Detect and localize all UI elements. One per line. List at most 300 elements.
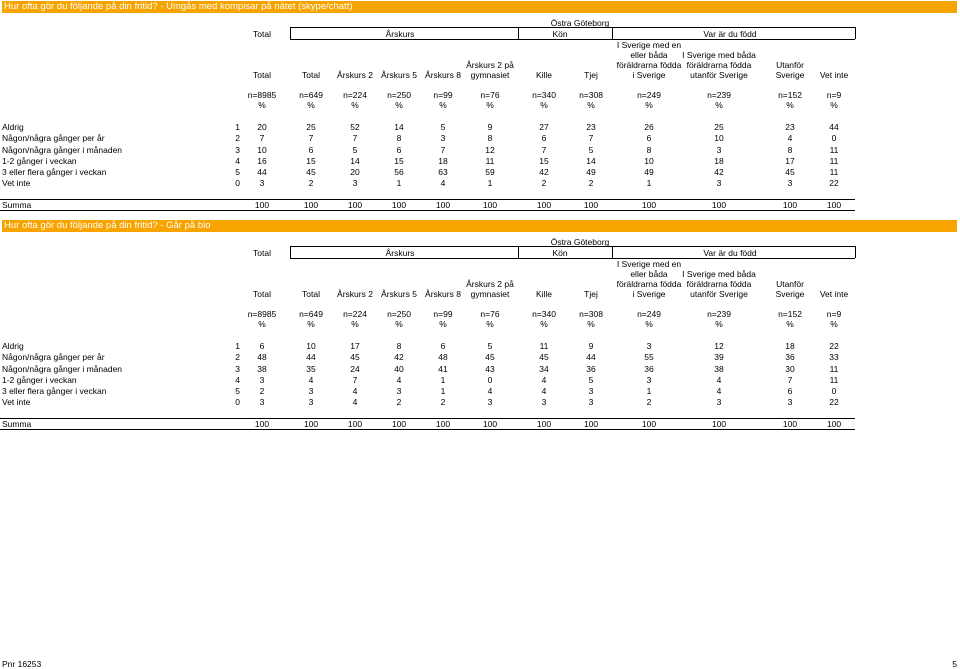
table-cell: 6 [440,341,446,351]
table-cell: 45 [306,167,316,177]
table-cell: 40 [394,364,404,374]
table-cell: 44 [257,167,267,177]
row-label: Vet inte [2,397,31,407]
summa-cell: 100 [435,200,451,210]
table-cell: 6 [646,133,652,143]
header-kon: Kön [552,29,568,39]
table-cell: 2 [541,178,547,188]
table-cell: 11 [485,156,495,166]
table-cell: 3 [308,397,314,407]
table-cell: 3 [716,397,722,407]
table-cell: 3 [396,386,402,396]
table-cell: 2 [646,397,652,407]
column-header-label: I Sverige med en [616,259,682,269]
header-divider [518,246,519,258]
table-cell: 45 [785,167,795,177]
table-cell: 2 [259,386,265,396]
table-cell: 20 [257,122,267,132]
summa-cell: 100 [347,200,363,210]
summa-rule [0,210,855,211]
column-header-label: Tjej [584,70,598,80]
table-cell: 8 [396,133,402,143]
column-header-label: Sverige [775,289,805,299]
question-banner: Hur ofta gör du följande på din fritid? - Umgås med kompisar på nätet (skype/chatt) [2,1,957,13]
summa-cell: 100 [711,200,727,210]
table-cell: 0 [831,133,837,143]
row-code: 3 [235,145,240,155]
table-cell: 17 [350,341,360,351]
table-cell: 30 [785,364,795,374]
header-rule [290,258,855,259]
table-cell: 3 [716,145,722,155]
table-cell: 22 [829,178,839,188]
header-divider [518,27,519,39]
table-cell: 10 [306,341,316,351]
column-n: n=152 [778,309,802,319]
table-cell: 0 [487,375,493,385]
column-header-label: utanför Sverige [690,70,748,80]
footer-pnr: Pnr 16253 [2,659,42,669]
table-cell: 11 [829,364,839,374]
column-header-label: Årskurs 2 [337,70,373,80]
table-cell: 22 [829,341,839,351]
table-row [0,352,960,362]
table-cell: 15 [394,156,404,166]
summa-cell: 100 [583,200,599,210]
table-cell: 6 [308,145,314,155]
row-label: Någon/några gånger i månaden [2,364,123,374]
column-header-label: I Sverige med en [616,40,682,50]
column-percent: % [786,100,794,110]
table-cell: 25 [714,122,724,132]
column-n: n=76 [480,309,500,319]
column-n: n=649 [299,309,323,319]
table-cell: 49 [644,167,654,177]
table-cell: 8 [787,145,793,155]
table-cell: 7 [787,375,793,385]
header-kon: Kön [552,248,568,258]
group-title: Östra Göteborg [550,237,610,247]
table-cell: 5 [588,375,594,385]
table-cell: 7 [541,145,547,155]
row-label: Vet inte [2,178,31,188]
table-cell: 63 [438,167,448,177]
column-header-label: Årskurs 5 [381,289,417,299]
column-header-label: gymnasiet [470,70,510,80]
table-cell: 56 [394,167,404,177]
table-cell: 3 [352,178,358,188]
summa-cell: 100 [536,200,552,210]
header-rule [290,39,855,40]
column-header-label: Årskurs 2 [337,289,373,299]
summa-cell: 100 [435,419,451,429]
table-cell: 9 [487,122,493,132]
table-cell: 17 [785,156,795,166]
table-row [0,397,960,407]
table-cell: 24 [350,364,360,374]
header-divider [855,246,856,258]
summa-row [0,419,960,429]
table-cell: 7 [259,133,265,143]
table-cell: 6 [259,341,265,351]
table-cell: 48 [438,352,448,362]
summa-cell: 100 [711,419,727,429]
table-row [0,145,960,155]
column-percent: % [351,319,359,329]
header-var-ar-du-fodd: Var är du född [703,29,757,39]
header-arskurs: Årskurs [385,248,415,258]
header-divider [290,246,291,258]
row-code: 5 [235,167,240,177]
table-cell: 5 [352,145,358,155]
table-cell: 39 [714,352,724,362]
table-cell: 3 [541,397,547,407]
table-cell: 49 [586,167,596,177]
column-n: n=250 [387,309,411,319]
table-row [0,386,960,396]
summa-rule [0,429,855,430]
column-percent: % [307,319,315,329]
table-cell: 23 [785,122,795,132]
column-header-label: utanför Sverige [690,289,748,299]
table-cell: 5 [440,122,446,132]
table-cell: 7 [308,133,314,143]
table-cell: 5 [487,341,493,351]
table-cell: 45 [485,352,495,362]
column-header-label: föräldrarna födda [686,279,752,289]
column-percent: % [587,319,595,329]
table-cell: 3 [259,397,265,407]
header-total: Total [253,248,271,258]
table-cell: 15 [306,156,316,166]
column-header-label: Årskurs 2 på [466,60,514,70]
table-cell: 14 [350,156,360,166]
column-percent: % [540,319,548,329]
column-header-label: föräldrarna födda [616,279,682,289]
table-cell: 44 [306,352,316,362]
table-cell: 15 [539,156,549,166]
row-code: 1 [235,122,240,132]
summa-cell: 100 [641,200,657,210]
table-cell: 10 [714,133,724,143]
column-header-label: Årskurs 8 [425,70,461,80]
header-divider [612,27,613,39]
summa-label: Summa [2,200,32,210]
table-cell: 38 [257,364,267,374]
table-cell: 1 [396,178,402,188]
summa-cell: 100 [782,200,798,210]
row-label: 1-2 gånger i veckan [2,375,77,385]
table-cell: 3 [588,386,594,396]
table-cell: 10 [644,156,654,166]
table-cell: 36 [644,364,654,374]
group-title: Östra Göteborg [550,18,610,28]
row-code: 1 [235,341,240,351]
table-cell: 3 [259,375,265,385]
column-n: n=99 [433,309,453,319]
column-header-label: Kille [535,289,553,299]
table-cell: 44 [829,122,839,132]
table-cell: 4 [716,386,722,396]
header-divider [612,246,613,258]
table-cell: 55 [644,352,654,362]
row-code: 4 [235,156,240,166]
column-header-label: Tjej [584,289,598,299]
table-cell: 7 [588,133,594,143]
column-header-label: Total [253,70,271,80]
crosstab-section [0,219,960,429]
table-cell: 36 [586,364,596,374]
column-n: n=9 [826,309,842,319]
table-cell: 1 [440,375,446,385]
column-n: n=239 [707,309,731,319]
table-cell: 3 [487,397,493,407]
row-label: Någon/några gånger i månaden [2,145,123,155]
row-label: Någon/några gånger per år [2,352,105,362]
table-cell: 10 [257,145,267,155]
table-cell: 3 [787,178,793,188]
table-cell: 4 [541,375,547,385]
header-rule [290,27,855,28]
table-cell: 3 [646,375,652,385]
column-header-label: Sverige [775,70,805,80]
table-cell: 18 [714,156,724,166]
column-n: n=8985 [247,90,277,100]
table-cell: 3 [308,386,314,396]
column-header-label: Total [302,289,320,299]
header-arskurs: Årskurs [385,29,415,39]
column-header-label: I Sverige med båda [682,50,756,60]
column-n: n=239 [707,90,731,100]
column-header-label: Kille [535,70,553,80]
column-n: n=249 [637,309,661,319]
row-label: Någon/några gånger per år [2,133,105,143]
column-percent: % [307,100,315,110]
table-cell: 8 [646,145,652,155]
table-cell: 7 [352,133,358,143]
column-n: n=308 [579,309,603,319]
table-cell: 22 [829,397,839,407]
table-cell: 41 [438,364,448,374]
column-header-label: Årskurs 8 [425,289,461,299]
column-percent: % [645,319,653,329]
column-n: n=99 [433,90,453,100]
summa-cell: 100 [303,200,319,210]
column-header-label: föräldrarna födda [616,60,682,70]
table-cell: 8 [487,133,493,143]
column-percent: % [715,100,723,110]
column-n: n=152 [778,90,802,100]
column-header-label: Årskurs 5 [381,70,417,80]
table-cell: 16 [257,156,267,166]
table-cell: 6 [396,145,402,155]
row-label: Aldrig [2,122,24,132]
table-row [0,178,960,188]
column-percent: % [258,100,266,110]
row-code: 0 [235,397,240,407]
table-cell: 1 [487,178,493,188]
table-cell: 4 [352,386,358,396]
table-cell: 11 [829,375,839,385]
column-header-label: i Sverige [632,70,666,80]
column-percent: % [830,100,838,110]
column-n: n=9 [826,90,842,100]
column-header-label: eller båda [630,269,668,279]
row-label: 3 eller flera gånger i veckan [2,167,107,177]
table-cell: 7 [352,375,358,385]
column-n: n=308 [579,90,603,100]
column-header-label: i Sverige [632,289,666,299]
row-label: 3 eller flera gånger i veckan [2,386,107,396]
table-cell: 4 [352,397,358,407]
column-n: n=8985 [247,309,277,319]
table-cell: 14 [586,156,596,166]
summa-cell: 100 [303,419,319,429]
table-cell: 9 [588,341,594,351]
summa-cell: 100 [536,419,552,429]
column-n: n=250 [387,90,411,100]
column-n: n=224 [343,90,367,100]
table-cell: 2 [396,397,402,407]
summa-label: Summa [2,419,32,429]
row-code: 2 [235,352,240,362]
table-cell: 44 [586,352,596,362]
summa-cell: 100 [482,200,498,210]
column-percent: % [715,319,723,329]
table-cell: 3 [787,397,793,407]
table-row [0,122,960,132]
header-rule [290,246,855,247]
table-cell: 36 [785,352,795,362]
table-cell: 42 [714,167,724,177]
table-row [0,156,960,166]
column-percent: % [486,319,494,329]
table-cell: 11 [829,156,839,166]
table-cell: 7 [440,145,446,155]
table-cell: 23 [586,122,596,132]
summa-cell: 100 [583,419,599,429]
table-cell: 18 [438,156,448,166]
table-cell: 4 [308,375,314,385]
table-cell: 6 [541,133,547,143]
table-cell: 3 [588,397,594,407]
column-header-label: Utanför [776,60,804,70]
column-percent: % [486,100,494,110]
table-cell: 18 [785,341,795,351]
column-percent: % [645,100,653,110]
table-cell: 11 [829,145,839,155]
footer-page-number: 5 [952,659,957,669]
column-header-label: Utanför [776,279,804,289]
row-code: 4 [235,375,240,385]
column-percent: % [395,100,403,110]
column-header-label: Vet inte [819,289,849,299]
column-percent: % [258,319,266,329]
table-row [0,375,960,385]
table-cell: 3 [259,178,265,188]
summa-cell: 100 [782,419,798,429]
table-cell: 42 [394,352,404,362]
table-row [0,167,960,177]
table-cell: 6 [787,386,793,396]
column-n: n=76 [480,90,500,100]
column-percent: % [395,319,403,329]
header-var-ar-du-fodd: Var är du född [703,248,757,258]
table-cell: 4 [787,133,793,143]
column-n: n=340 [532,90,556,100]
column-n: n=249 [637,90,661,100]
table-cell: 12 [714,341,724,351]
column-n: n=224 [343,309,367,319]
table-cell: 5 [588,145,594,155]
table-cell: 14 [394,122,404,132]
column-header-label: Total [302,70,320,80]
column-percent: % [830,319,838,329]
column-percent: % [786,319,794,329]
header-total: Total [253,29,271,39]
summa-cell: 100 [347,419,363,429]
table-cell: 48 [257,352,267,362]
table-cell: 2 [308,178,314,188]
column-header-label: Årskurs 2 på [466,279,514,289]
summa-cell: 100 [391,200,407,210]
header-divider [855,27,856,39]
row-code: 0 [235,178,240,188]
table-cell: 45 [350,352,360,362]
row-code: 2 [235,133,240,143]
column-n: n=649 [299,90,323,100]
summa-cell: 100 [826,200,842,210]
table-cell: 33 [829,352,839,362]
table-cell: 1 [646,386,652,396]
header-divider [290,27,291,39]
column-header-label: Vet inte [819,70,849,80]
column-percent: % [587,100,595,110]
column-header-label: Total [253,289,271,299]
table-cell: 43 [485,364,495,374]
crosstab-section [0,0,960,210]
table-cell: 3 [716,178,722,188]
column-percent: % [351,100,359,110]
table-cell: 4 [487,386,493,396]
table-cell: 2 [588,178,594,188]
table-cell: 34 [539,364,549,374]
table-cell: 35 [306,364,316,374]
summa-cell: 100 [254,200,270,210]
summa-row [0,200,960,210]
table-cell: 27 [539,122,549,132]
row-code: 5 [235,386,240,396]
table-cell: 4 [716,375,722,385]
summa-cell: 100 [254,419,270,429]
summa-cell: 100 [482,419,498,429]
summa-cell: 100 [826,419,842,429]
table-cell: 11 [829,167,839,177]
row-label: 1-2 gånger i veckan [2,156,77,166]
table-cell: 52 [350,122,360,132]
table-row [0,341,960,351]
column-header-label: gymnasiet [470,289,510,299]
table-cell: 2 [440,397,446,407]
table-cell: 3 [646,341,652,351]
table-row [0,133,960,143]
column-percent: % [439,100,447,110]
table-cell: 45 [539,352,549,362]
table-cell: 4 [541,386,547,396]
table-cell: 42 [539,167,549,177]
table-cell: 1 [646,178,652,188]
column-percent: % [540,100,548,110]
